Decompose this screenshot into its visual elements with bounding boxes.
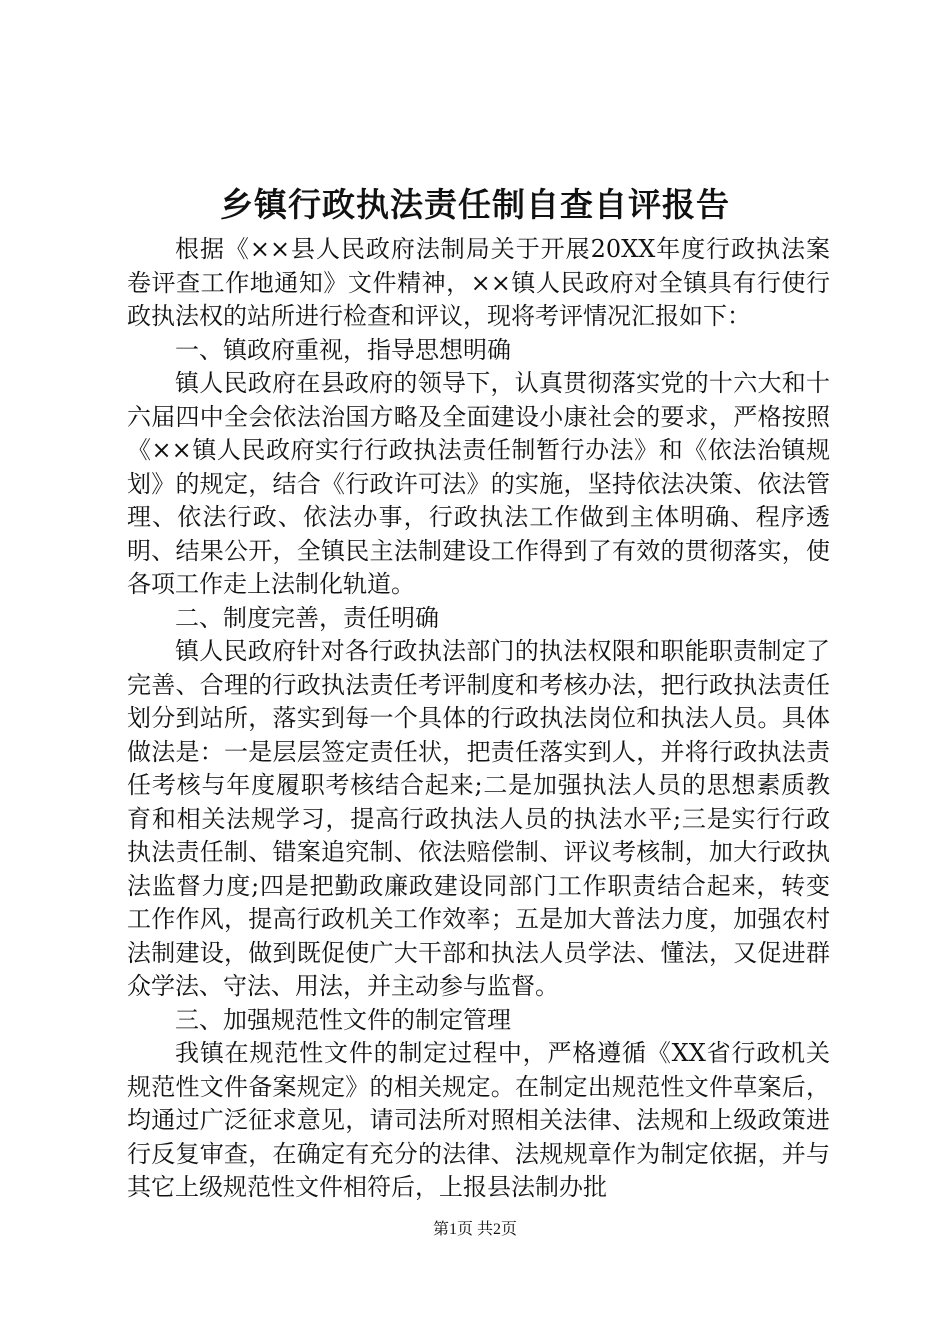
section-1-paragraph: 镇人民政府在县政府的领导下，认真贯彻落实党的十六大和十六届四中全会依法治国方略及全面建设小康社会的要求，严格按照《××镇人民政府实行行政执法责任制暂行办法》和《依法治镇规划》的规定，结合《行政许可法》的实施，坚持依法决策、依法管理、依法行政、依法办事，行政执法工作做到主体明确、程序透明、结果公开，全镇民主法制建设工作得到了有效的贯彻落实，使各项工作走上法制化轨道。 (127, 369, 830, 598)
document-title: 乡镇行政执法责任制自查自评报告 (220, 185, 730, 224)
section-2-paragraph: 镇人民政府针对各行政执法部门的执法权限和职能职责制定了完善、合理的行政执法责任考评制度和考核办法，把行政执法责任划分到站所，落实到每一个具体的行政执法岗位和执法人员。具体做法是：一是层层签定责任状，把责任落实到人，并将行政执法责任考核与年度履职考核结合起来;二是加强执法人员的思想素质教育和相关法规学习，提高行政执法人员的执法水平;三是实行行政执法责任制、错案追究制、依法赔偿制、评议考核制，加大行政执法监督力度;四是把勤政廉政建设同部门工作职责结合起来，转变工作作风，提高行政机关工作效率；五是加大普法力度，加强农村法制建设，做到既促使广大干部和执法人员学法、懂法，又促进群众学法、守法、用法，并主动参与监督。 (127, 637, 830, 1000)
section-heading-1: 一、镇政府重视，指导思想明确 (175, 335, 511, 364)
section-3-paragraph: 我镇在规范性文件的制定过程中，严格遵循《XX省行政机关规范性文件备案规定》的相关规定。在制定出规范性文件草案后，均通过广泛征求意见，请司法所对照相关法律、法规和上级政策进行反复审查，在确定有充分的法律、法规规章作为制定依据，并与其它上级规范性文件相符后，上报县法制办批 (127, 1039, 830, 1201)
page-footer: 第1页 共2页 (432, 1221, 517, 1238)
intro-paragraph: 根据《××县人民政府法制局关于开展20XX年度行政执法案卷评查工作地通知》文件精神，××镇人民政府对全镇具有行使行政执法权的站所进行检查和评议，现将考评情况汇报如下： (127, 235, 830, 330)
section-heading-2: 二、制度完善，责任明确 (175, 603, 439, 632)
document-body (127, 233, 830, 1205)
section-heading-3: 三、加强规范性文件的制定管理 (175, 1005, 511, 1034)
